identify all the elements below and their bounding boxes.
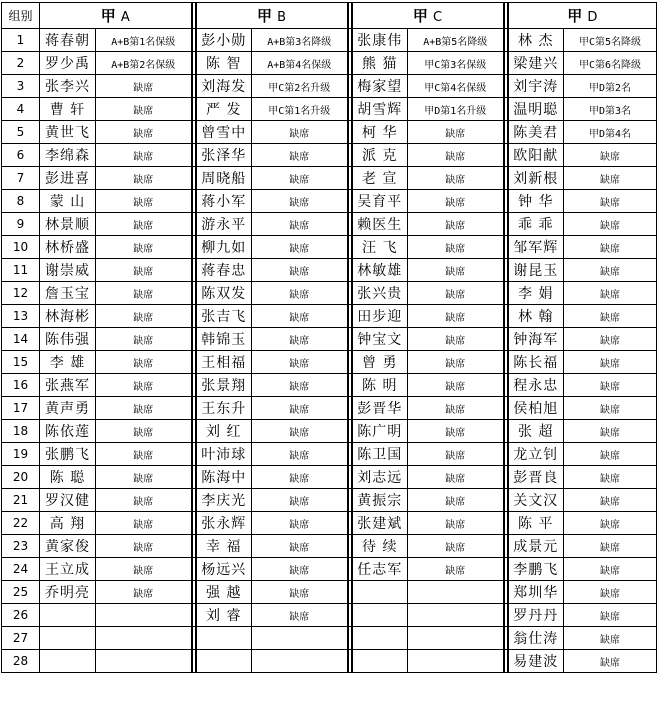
player-name-a: 谢崇威 [40,259,96,282]
player-name-d: 欧阳献 [508,144,564,167]
player-name-c [352,627,408,650]
player-status-c: 缺席 [408,420,504,443]
player-name-b: 张景翔 [196,374,252,397]
row-number: 16 [2,374,40,397]
player-status-b [252,650,348,673]
player-name-a [40,627,96,650]
row-number: 26 [2,604,40,627]
player-name-d: 成景元 [508,535,564,558]
player-name-c: 汪 飞 [352,236,408,259]
player-status-b: 缺席 [252,167,348,190]
player-name-b: 叶沛球 [196,443,252,466]
player-name-a [40,604,96,627]
table-row [2,443,657,466]
player-name-d: 李鹏飞 [508,558,564,581]
player-status-d: 甲C第5名降级 [564,29,657,52]
player-status-b: 甲C第2名升级 [252,75,348,98]
player-status-b: 缺席 [252,558,348,581]
row-number: 25 [2,581,40,604]
player-status-c: 缺席 [408,397,504,420]
player-name-a: 陈 聪 [40,466,96,489]
player-status-d: 甲D第3名 [564,98,657,121]
player-name-d: 刘新根 [508,167,564,190]
player-name-b: 王相福 [196,351,252,374]
player-status-c [408,604,504,627]
player-status-c: 甲D第1名升级 [408,98,504,121]
player-status-a: 缺席 [96,397,192,420]
table-row [2,144,657,167]
player-status-a: 缺席 [96,259,192,282]
player-status-b: 缺席 [252,282,348,305]
player-status-d: 缺席 [564,374,657,397]
player-name-d: 彭晋良 [508,466,564,489]
player-name-d: 钟海军 [508,328,564,351]
table-row [2,397,657,420]
player-status-a: 缺席 [96,282,192,305]
group-d-header: 甲 D [508,3,657,29]
player-status-a: 缺席 [96,75,192,98]
player-name-a: 詹玉宝 [40,282,96,305]
player-name-c [352,650,408,673]
table-row [2,236,657,259]
player-name-c: 彭晋华 [352,397,408,420]
player-name-d: 程永忠 [508,374,564,397]
player-status-a: 缺席 [96,558,192,581]
player-status-b: 缺席 [252,259,348,282]
player-name-c [352,604,408,627]
player-status-a: 缺席 [96,98,192,121]
player-name-c: 熊 猫 [352,52,408,75]
player-status-a [96,650,192,673]
player-name-a: 罗汉健 [40,489,96,512]
group-b-header: 甲 B [196,3,348,29]
player-status-b: 缺席 [252,512,348,535]
player-name-d: 林 翰 [508,305,564,328]
player-name-d: 谢昆玉 [508,259,564,282]
player-name-c: 吴育平 [352,190,408,213]
player-status-b: 缺席 [252,121,348,144]
player-status-a: 缺席 [96,374,192,397]
row-number: 4 [2,98,40,121]
player-status-c: 缺席 [408,558,504,581]
player-name-b: 张泽华 [196,144,252,167]
player-status-d: 缺席 [564,489,657,512]
player-name-d: 陈长福 [508,351,564,374]
table-row [2,512,657,535]
player-name-c: 张建斌 [352,512,408,535]
row-number: 21 [2,489,40,512]
player-status-c: 甲C第3名保级 [408,52,504,75]
row-number: 27 [2,627,40,650]
player-name-a: 蒋春朝 [40,29,96,52]
player-status-d: 缺席 [564,512,657,535]
player-name-a: 黄家俊 [40,535,96,558]
player-status-d: 缺席 [564,259,657,282]
player-name-b: 曾雪中 [196,121,252,144]
player-status-b: 缺席 [252,144,348,167]
player-status-b: A+B第4名保级 [252,52,348,75]
player-status-d: 缺席 [564,627,657,650]
player-name-b: 杨远兴 [196,558,252,581]
player-status-a: 缺席 [96,167,192,190]
player-status-c: 缺席 [408,466,504,489]
player-name-b: 刘 睿 [196,604,252,627]
table-row [2,650,657,673]
table-row [2,627,657,650]
row-number: 3 [2,75,40,98]
player-name-b: 严 发 [196,98,252,121]
player-status-d: 缺席 [564,351,657,374]
player-name-d: 陈美君 [508,121,564,144]
player-name-d: 乖 乖 [508,213,564,236]
player-status-c: 缺席 [408,374,504,397]
player-status-d: 缺席 [564,190,657,213]
player-status-b: 缺席 [252,374,348,397]
table-row [2,305,657,328]
table-row [2,29,657,52]
player-name-c: 田步迎 [352,305,408,328]
player-name-a: 黄世飞 [40,121,96,144]
player-status-b: 缺席 [252,443,348,466]
row-number: 19 [2,443,40,466]
player-status-c: 缺席 [408,259,504,282]
player-name-b: 刘海发 [196,75,252,98]
player-status-d: 缺席 [564,558,657,581]
player-status-b: 甲C第1名升级 [252,98,348,121]
player-name-c: 钟宝文 [352,328,408,351]
table-row [2,98,657,121]
player-name-a: 曹 轩 [40,98,96,121]
player-name-b: 韩锦玉 [196,328,252,351]
player-status-c: 缺席 [408,305,504,328]
player-name-a: 蒙 山 [40,190,96,213]
player-status-a: 缺席 [96,236,192,259]
player-status-d: 甲D第2名 [564,75,657,98]
player-status-d: 缺席 [564,443,657,466]
table-row [2,75,657,98]
row-number: 18 [2,420,40,443]
player-name-a: 罗少禹 [40,52,96,75]
table-row [2,52,657,75]
player-status-b: 缺席 [252,604,348,627]
player-status-d: 缺席 [564,305,657,328]
player-status-b: A+B第3名降级 [252,29,348,52]
player-name-d: 郑圳华 [508,581,564,604]
player-name-d: 李 娟 [508,282,564,305]
player-name-c: 陈 明 [352,374,408,397]
player-name-a: 张李兴 [40,75,96,98]
player-name-c: 胡雪辉 [352,98,408,121]
player-name-b: 李庆光 [196,489,252,512]
player-name-c: 赖医生 [352,213,408,236]
row-number: 2 [2,52,40,75]
player-name-c: 曾 勇 [352,351,408,374]
player-status-d: 缺席 [564,397,657,420]
player-status-b: 缺席 [252,351,348,374]
player-name-c: 林敏雄 [352,259,408,282]
row-number: 15 [2,351,40,374]
player-name-b: 彭小勋 [196,29,252,52]
row-number: 7 [2,167,40,190]
player-status-c: 缺席 [408,144,504,167]
table-row [2,351,657,374]
player-status-d: 缺席 [564,604,657,627]
player-status-d: 缺席 [564,466,657,489]
player-status-a: 缺席 [96,466,192,489]
player-status-a: 缺席 [96,144,192,167]
player-name-b: 蒋小军 [196,190,252,213]
player-name-a: 李绵森 [40,144,96,167]
player-name-a: 林桥盛 [40,236,96,259]
player-status-a: 缺席 [96,190,192,213]
table-row [2,604,657,627]
player-status-a: 缺席 [96,213,192,236]
player-name-a: 李 雄 [40,351,96,374]
player-name-c: 任志军 [352,558,408,581]
player-name-b: 陈双发 [196,282,252,305]
player-status-c [408,581,504,604]
player-name-b [196,650,252,673]
player-status-a: 缺席 [96,512,192,535]
player-name-a: 张鹏飞 [40,443,96,466]
player-name-d: 梁建兴 [508,52,564,75]
player-status-c: 缺席 [408,443,504,466]
player-status-d: 缺席 [564,236,657,259]
group-c-header: 甲 C [352,3,504,29]
row-number: 17 [2,397,40,420]
player-status-c: 缺席 [408,489,504,512]
table-row [2,259,657,282]
table-row [2,121,657,144]
player-name-d: 罗丹丹 [508,604,564,627]
player-name-c: 刘志远 [352,466,408,489]
player-name-c: 张康伟 [352,29,408,52]
player-status-d: 缺席 [564,650,657,673]
player-status-d: 缺席 [564,420,657,443]
player-name-d: 翁仕涛 [508,627,564,650]
player-name-a: 陈依莲 [40,420,96,443]
player-name-a: 林景顺 [40,213,96,236]
row-number: 23 [2,535,40,558]
player-name-c: 张兴贵 [352,282,408,305]
player-status-b: 缺席 [252,466,348,489]
table-row [2,420,657,443]
player-status-a [96,604,192,627]
player-name-d: 陈 平 [508,512,564,535]
player-status-d: 缺席 [564,167,657,190]
group-column-header: 组别 [2,3,40,29]
player-name-c: 派 克 [352,144,408,167]
table-row [2,581,657,604]
player-name-b: 周晓船 [196,167,252,190]
player-status-d: 缺席 [564,535,657,558]
row-number: 10 [2,236,40,259]
player-name-a: 彭进喜 [40,167,96,190]
player-name-a: 张燕军 [40,374,96,397]
header-row [2,3,657,29]
player-name-b: 强 越 [196,581,252,604]
player-status-c: 缺席 [408,282,504,305]
player-status-c: A+B第5名降级 [408,29,504,52]
player-status-c: 缺席 [408,213,504,236]
player-status-b: 缺席 [252,190,348,213]
table-row [2,558,657,581]
player-name-b: 幸 福 [196,535,252,558]
player-status-c: 缺席 [408,121,504,144]
row-number: 28 [2,650,40,673]
player-status-c: 缺席 [408,236,504,259]
player-name-c: 陈卫国 [352,443,408,466]
player-name-b: 柳九如 [196,236,252,259]
player-status-d: 缺席 [564,213,657,236]
player-status-c: 缺席 [408,512,504,535]
table-row [2,282,657,305]
row-number: 6 [2,144,40,167]
player-status-a: 缺席 [96,305,192,328]
player-status-a: 缺席 [96,443,192,466]
player-name-d: 易建波 [508,650,564,673]
player-name-c [352,581,408,604]
player-name-b: 陈海中 [196,466,252,489]
row-number: 5 [2,121,40,144]
player-name-d: 刘宇涛 [508,75,564,98]
player-status-b: 缺席 [252,581,348,604]
table-row [2,190,657,213]
player-status-b: 缺席 [252,305,348,328]
row-number: 22 [2,512,40,535]
player-status-b [252,627,348,650]
player-status-c: 甲C第4名保级 [408,75,504,98]
player-name-d: 关文汉 [508,489,564,512]
player-name-d: 侯柏旭 [508,397,564,420]
table-row [2,328,657,351]
player-name-b: 陈 智 [196,52,252,75]
row-number: 11 [2,259,40,282]
player-name-a: 黄声勇 [40,397,96,420]
player-name-b: 王东升 [196,397,252,420]
player-status-c: 缺席 [408,167,504,190]
table-row [2,374,657,397]
player-status-b: 缺席 [252,213,348,236]
player-status-c: 缺席 [408,328,504,351]
player-status-a [96,627,192,650]
row-number: 24 [2,558,40,581]
player-status-c: 缺席 [408,190,504,213]
player-name-b [196,627,252,650]
player-name-c: 梅家望 [352,75,408,98]
player-name-b: 蒋春忠 [196,259,252,282]
group-a-header: 甲 A [40,3,192,29]
player-status-b: 缺席 [252,535,348,558]
roster-table [1,2,657,673]
player-name-a: 陈伟强 [40,328,96,351]
player-name-b: 张吉飞 [196,305,252,328]
player-name-d: 钟 华 [508,190,564,213]
player-name-d: 林 杰 [508,29,564,52]
player-name-b: 刘 红 [196,420,252,443]
player-status-d: 甲D第4名 [564,121,657,144]
player-name-a: 高 翔 [40,512,96,535]
player-status-a: 缺席 [96,489,192,512]
player-status-d: 甲C第6名降级 [564,52,657,75]
player-status-a: 缺席 [96,535,192,558]
player-name-d: 张 超 [508,420,564,443]
player-name-d: 龙立钊 [508,443,564,466]
player-status-b: 缺席 [252,489,348,512]
row-number: 13 [2,305,40,328]
table-row [2,213,657,236]
player-status-a: A+B第1名保级 [96,29,192,52]
player-status-d: 缺席 [564,581,657,604]
row-number: 12 [2,282,40,305]
player-status-b: 缺席 [252,420,348,443]
player-status-d: 缺席 [564,328,657,351]
row-number: 14 [2,328,40,351]
player-name-c: 陈广明 [352,420,408,443]
player-name-d: 邹军辉 [508,236,564,259]
player-name-a: 林海彬 [40,305,96,328]
table-row [2,167,657,190]
player-status-a: 缺席 [96,420,192,443]
player-name-b: 张永辉 [196,512,252,535]
row-number: 20 [2,466,40,489]
player-name-c: 待 续 [352,535,408,558]
player-status-a: 缺席 [96,581,192,604]
player-status-d: 缺席 [564,144,657,167]
player-name-a: 王立成 [40,558,96,581]
player-status-a: 缺席 [96,328,192,351]
player-status-b: 缺席 [252,236,348,259]
player-status-a: A+B第2名保级 [96,52,192,75]
player-status-c [408,650,504,673]
player-name-a [40,650,96,673]
player-status-b: 缺席 [252,397,348,420]
player-name-c: 柯 华 [352,121,408,144]
player-status-c [408,627,504,650]
table-row [2,535,657,558]
table-row [2,489,657,512]
player-name-c: 黄振宗 [352,489,408,512]
player-name-c: 老 宣 [352,167,408,190]
row-number: 8 [2,190,40,213]
player-name-b: 游永平 [196,213,252,236]
table-row [2,466,657,489]
player-name-d: 温明聪 [508,98,564,121]
player-status-d: 缺席 [564,282,657,305]
player-status-a: 缺席 [96,351,192,374]
player-name-a: 乔明亮 [40,581,96,604]
player-status-c: 缺席 [408,351,504,374]
player-status-b: 缺席 [252,328,348,351]
player-status-c: 缺席 [408,535,504,558]
row-number: 1 [2,29,40,52]
row-number: 9 [2,213,40,236]
player-status-a: 缺席 [96,121,192,144]
